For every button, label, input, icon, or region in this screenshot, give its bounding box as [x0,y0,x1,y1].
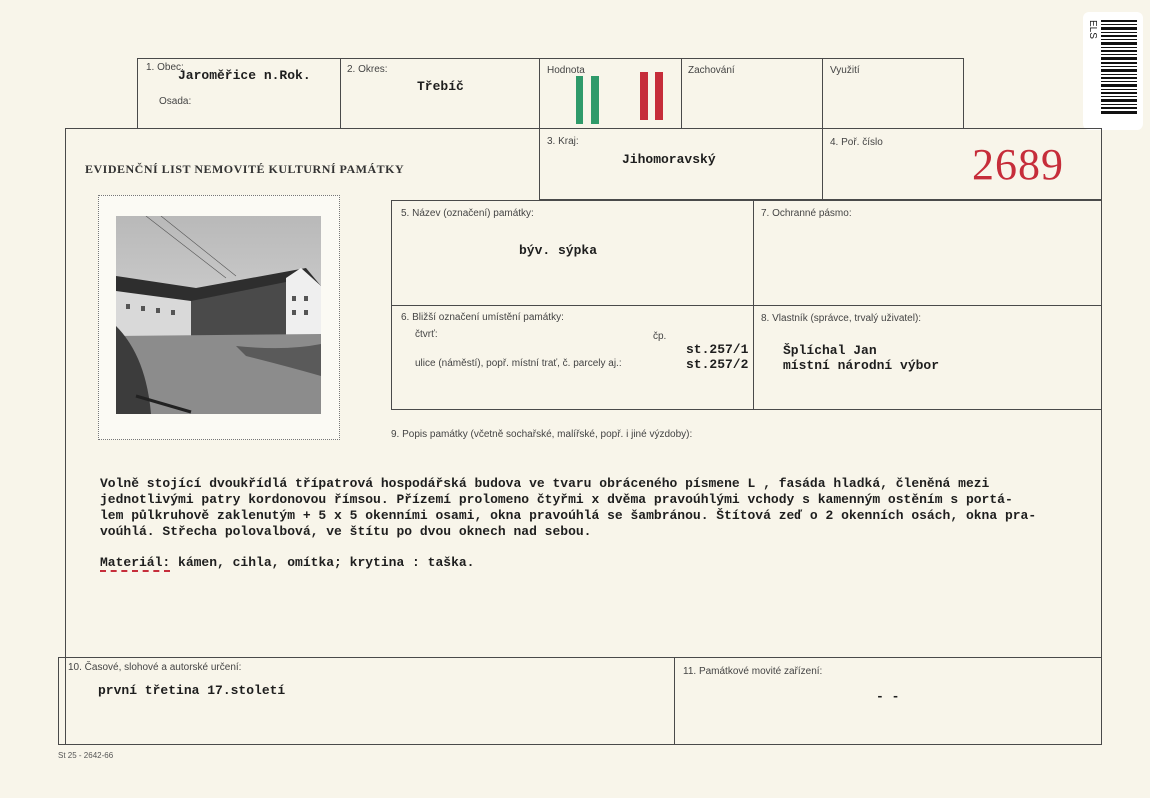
nazev-value: býv. sýpka [519,243,598,258]
hodnota-green-mark-2 [591,76,599,124]
barcode-label [1083,12,1143,130]
osada-label: Osada: [159,96,192,107]
cp-label: čp. [653,331,667,342]
form-code: St 25 - 2642-66 [58,751,114,760]
movite-value: - - [876,689,900,704]
movite-label: 11. Památkové movité zařízení: [683,666,823,677]
hodnota-red-mark-2 [655,72,663,120]
ctvrt-label: čtvrť: [415,329,438,340]
vlastnik-org: místní národní výbor [783,358,940,373]
kraj-value: Jihomoravský [622,152,716,167]
description-line: jednotlivými patry kordonovou římsou. Přízemí prolomeno čtyřmi x dvěma pravoúhlými vchody s kamenným ostěním s portá- [100,492,1013,507]
parcela-2: st.257/2 [686,357,749,372]
hodnota-label: Hodnota [547,65,585,76]
pasmo-label: 7. Ochranné pásmo: [761,208,852,219]
description-text [100,476,1060,540]
parcela-1: st.257/1 [686,342,749,357]
barcode-icon [1101,20,1141,116]
material-value: kámen, cihla, omítka; krytina : taška. [170,555,475,570]
hodnota-green-mark [576,76,583,124]
hodnota-red-mark [640,72,648,120]
okres-label: 2. Okres: [347,64,388,75]
vlastnik-label: 8. Vlastník (správce, trvalý uživatel): [761,313,922,324]
description-line: lem půlkruhově zaklenutým + 5 x 5 okenními osami, okna pravoúhlá se šambránou. Štítová zeď o 2 okenních osách, okna pra- [100,508,1037,523]
kraj-label: 3. Kraj: [547,136,579,147]
description-line: voúhlá. Střecha polovalbová, ve štítu po dvou oknech nad sebou. [100,524,592,539]
form-title: EVIDENČNÍ LIST NEMOVITÉ KULTURNÍ PAMÁTKY [85,162,405,176]
barcode-text: ELS [1087,20,1098,39]
material-line [100,555,474,570]
okres-value: Třebíč [417,79,464,94]
obec-value: Jaroměřice n.Rok. [178,68,311,83]
obec-label: 1. Obec: [146,62,184,73]
granary-photo [116,216,321,414]
popis-label: 9. Popis památky (včetně sochařské, malířské, popř. i jiné výzdoby): [391,429,693,440]
monument-photo-frame [98,195,340,440]
material-label: Materiál: [100,555,171,570]
umisteni-label: 6. Bližší označení umístění památky: [401,312,564,323]
vyuziti-label: Využití [830,65,860,76]
ulice-label: ulice (náměstí), popř. místní trať, č. parcely aj.: [415,358,622,369]
casove-value: první třetina 17.století [98,683,286,698]
zachovani-label: Zachování [688,65,735,76]
nazev-label: 5. Název (označení) památky: [401,208,534,219]
description-line: Volně stojící dvoukřídlá třípatrová hospodářská budova ve tvaru obráceného písmene L , fasáda hladká, členěná mezi [100,476,990,491]
por-cislo-label: 4. Poř. číslo [830,137,883,148]
por-cislo-value: 2689 [972,140,1064,189]
vlastnik-name: Šplíchal Jan [783,343,877,358]
casove-label: 10. Časové, slohové a autorské určení: [68,662,242,673]
